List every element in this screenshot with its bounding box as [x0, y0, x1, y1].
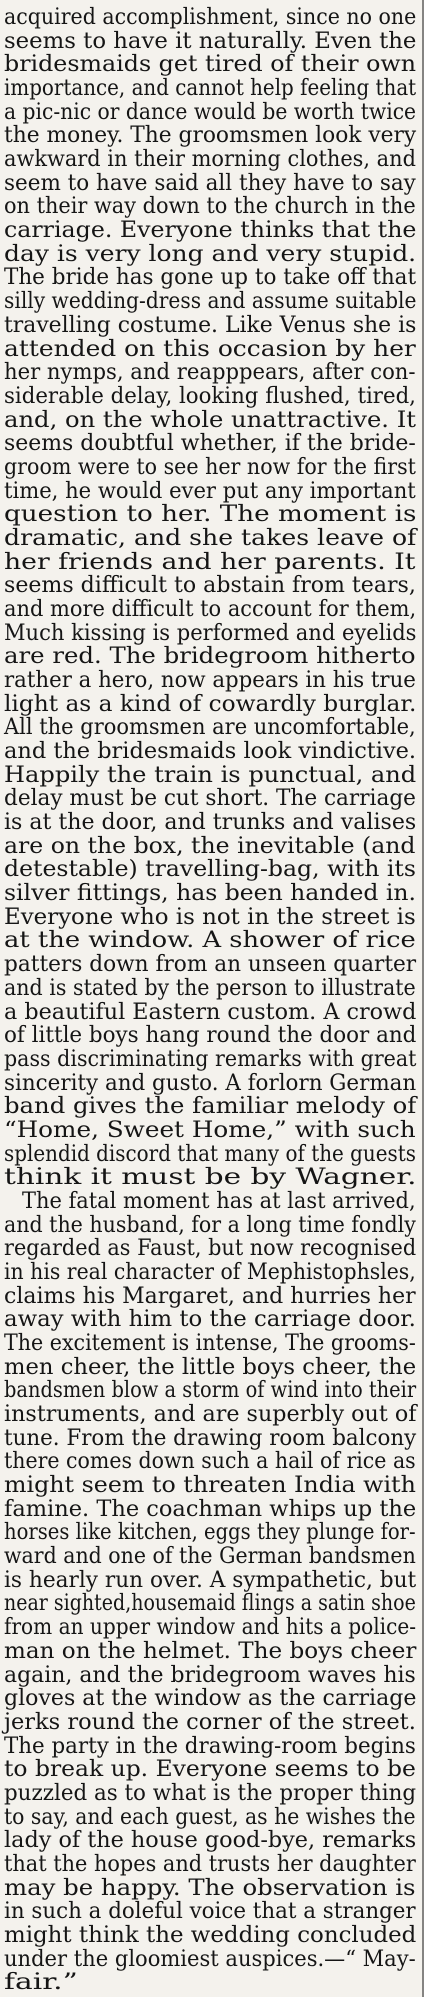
article-line: famine. The coachman whips up the [4, 1496, 417, 1522]
article-line: attended on this occasion by her [4, 336, 416, 362]
article-line: importance, and cannot help feeling that [4, 76, 417, 102]
article-line: her nymps, and reapppears, after con- [4, 360, 416, 386]
article-line: ward and one of the German bandsmen [4, 1544, 416, 1570]
article-line: to break up. Everyone seems to be [4, 1757, 416, 1783]
article-line: fair.” [4, 1970, 78, 1996]
article-line: horses like kitchen, eggs they plunge for- [4, 1520, 416, 1546]
article-line: day is very long and very stupid. [4, 241, 417, 267]
article-line: The party in the drawing-room begins [4, 1733, 416, 1759]
article-line: The bride has gone up to take off that [4, 265, 417, 291]
article-line: Everyone who is not in the street is [4, 904, 416, 930]
article-line: a beautiful Eastern custom. A crowd [4, 999, 417, 1025]
article-line: band gives the familiar melody of [4, 1094, 417, 1120]
article-line: gloves at the window as the carriage [4, 1686, 417, 1712]
article-line: seems to have it naturally. Even the [4, 28, 417, 54]
article-line: from an upper window and hits a police- [4, 1615, 417, 1641]
article-line: the money. The groomsmen look very [4, 123, 417, 149]
article-line: The fatal moment has at last arrived, [22, 1188, 416, 1214]
article-line: sincerity and gusto. A forlorn German [4, 1070, 417, 1096]
article-line: travelling costume. Like Venus she is [4, 312, 417, 338]
article-line: might seem to threaten India with [4, 1473, 416, 1499]
article-line: silly wedding-dress and assume suitable [4, 289, 417, 315]
article-line: is at the door, and trunks and valises [4, 810, 417, 836]
article-line: Happily the train is punctual, and [4, 762, 417, 788]
article-line: splendid discord that many of the guests [4, 1141, 417, 1167]
article-line: claims his Margaret, and hurries her [4, 1283, 416, 1309]
article-line: men cheer, the little boys cheer, the [4, 1354, 417, 1380]
article-line: again, and the bridegroom waves his [4, 1662, 416, 1688]
article-line: bridesmaids get tired of their own [4, 52, 417, 78]
article-line: silver fittings, has been handed in. [4, 881, 416, 907]
article-line: is hearly run over. A sympathetic, but [4, 1567, 417, 1593]
article-line: Much kissing is performed and eyelids [4, 620, 417, 646]
article-line: acquired accomplishment, since no one [4, 5, 417, 30]
article-line: seems difficult to abstain from tears, [4, 573, 416, 599]
article-line: instruments, and are superbly out of [4, 1402, 417, 1428]
article-line: All the groomsmen are uncomfortable, [4, 715, 416, 741]
article-line: jerks round the corner of the street. [4, 1709, 416, 1735]
article-line: lady of the house good-bye, remarks [4, 1828, 417, 1854]
article-line: regarded as Faust, but now recognised [4, 1236, 417, 1262]
article-line: detestable) travelling-bag, with its [4, 857, 416, 883]
article-line: delay must be cut short. The carriage [4, 786, 416, 812]
article-line: near sighted,housemaid flings a satin shoe [4, 1591, 416, 1617]
article-line: pass discriminating remarks with great [4, 1046, 417, 1072]
article-line: seems doubtful whether, if the bride- [4, 431, 416, 457]
article-line: rather a hero, now appears in his true [4, 668, 416, 693]
article-line: might think the wedding concluded [4, 1922, 417, 1948]
article-line: siderable delay, looking flushed, tired, [4, 383, 416, 409]
article-line: and the husband, for a long time fondly [4, 1212, 416, 1238]
article-line: patters down from an unseen quarter [4, 952, 417, 978]
article-line: under the gloomiest auspices.—“ May- [4, 1946, 416, 1972]
article-line: dramatic, and she takes leave of [4, 525, 417, 551]
article-line: in such a doleful voice that a stranger [4, 1899, 416, 1925]
article-line: seem to have said all they have to say [4, 170, 416, 196]
article-line: awkward in their morning clothes, and [4, 147, 416, 173]
article-line: light as a kind of cowardly burglar. [4, 691, 417, 717]
article-line: time, he would ever put any important [4, 478, 416, 504]
article-line: and, on the whole unattractive. It [4, 407, 417, 433]
article-line: man on the helmet. The boys cheer [4, 1638, 417, 1664]
article-line: there comes down such a hail of rice as [4, 1449, 416, 1475]
article-line: that the hopes and trusts her daughter [4, 1851, 416, 1877]
article-line: and is stated by the person to illustrate [4, 975, 416, 1001]
article-line: bandsmen blow a storm of wind into their [4, 1378, 417, 1404]
article-line: The excitement is intense, The grooms- [4, 1331, 416, 1356]
article-line: “Home, Sweet Home,” with such [4, 1117, 416, 1143]
article-line: question to her. The moment is [4, 502, 417, 528]
article-line: at the window. A shower of rice [4, 928, 416, 954]
article-line: away with him to the carriage door. [4, 1307, 416, 1333]
article-line: are on the box, the inevitable (and [4, 833, 416, 859]
article-line: to say, and each guest, as he wishes the [4, 1804, 416, 1830]
article-line: carriage. Everyone thinks that the [4, 218, 417, 244]
article-line: tune. From the drawing room balcony [4, 1425, 417, 1451]
article-line: and the bridesmaids look vindictive. [4, 739, 417, 765]
article-line: in his real character of Mephistophsles, [4, 1259, 416, 1285]
article-line: a pic-nic or dance would be worth twice [4, 99, 417, 125]
article-line: on their way down to the church in the [4, 194, 416, 220]
article-line: of little boys hang round the door and [4, 1023, 417, 1049]
article-line: think it must be by Wagner. [4, 1165, 417, 1191]
article-line: are red. The bridegroom hitherto [4, 644, 416, 670]
article-line: and more difficult to account for them, [4, 596, 417, 622]
article-line: may be happy. The observation is [4, 1875, 416, 1901]
article-line: puzzled as to what is the proper thing [4, 1780, 417, 1806]
article-line: groom were to see her now for the first [4, 454, 416, 480]
article-line: her friends and her parents. It [4, 549, 416, 575]
